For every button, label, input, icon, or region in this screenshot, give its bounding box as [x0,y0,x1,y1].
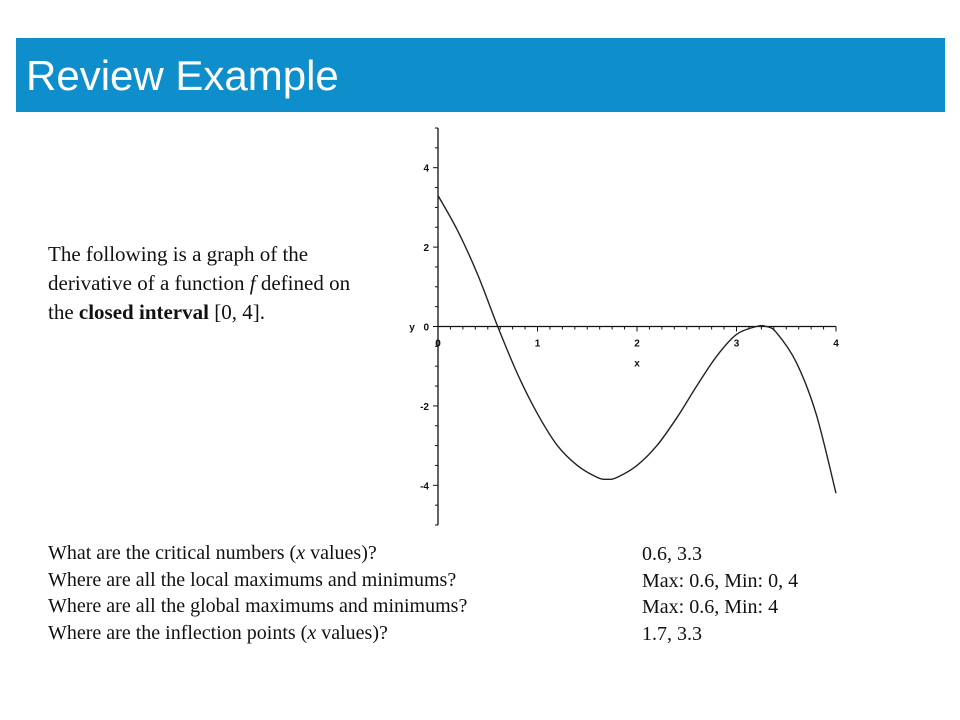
intro-part-2: defined on the [48,271,351,324]
slide-title: Review Example [26,52,339,99]
x-tick-label: 1 [534,338,541,350]
question-1 [48,540,638,567]
answers-list [642,541,942,647]
y-tick-label: -4 [420,481,429,493]
question-3-pre: Where are all the global maximums and minimums? [48,595,468,617]
intro-text [48,240,378,327]
intro-part-1: The following is a graph of the derivative of a function [48,242,309,295]
question-4-post: values)? [316,621,388,644]
question-4-pre: Where are the inflection points ( [48,621,308,644]
title-bar [16,38,945,112]
intro-bold-term: closed interval [78,300,209,324]
question-4-italic: x [307,621,317,644]
question-1-post: values)? [305,542,377,564]
derivative-graph [400,120,860,530]
questions-list [48,540,638,646]
question-1-pre: What are the critical numbers ( [48,542,297,564]
y-tick-label: 2 [423,243,429,255]
y-tick-label: 0 [423,322,429,334]
y-tick-label: 4 [423,163,429,175]
answer-4: 1.7, 3.3 [642,622,702,645]
question-3 [48,593,638,620]
x-tick-label: 0 [435,338,441,350]
question-1-italic: x [296,542,306,564]
x-tick-label: 4 [833,338,839,350]
intro-part-3: [0, 4]. [208,300,265,324]
y-tick-label: -2 [420,401,429,413]
answer-1: 0.6, 3.3 [642,543,702,565]
intro-function-name: f [249,271,256,295]
answer-3: Max: 0.6, Min: 4 [642,596,779,618]
question-2 [48,567,638,594]
question-2-pre: Where are all the local maximums and minimums? [48,568,457,591]
answer-2: Max: 0.6, Min: 0, 4 [642,569,799,592]
x-axis-label: x [634,358,640,370]
x-tick-label: 3 [733,338,740,350]
question-4 [48,620,638,647]
y-axis-label: y [409,322,415,334]
x-tick-label: 2 [634,338,640,350]
